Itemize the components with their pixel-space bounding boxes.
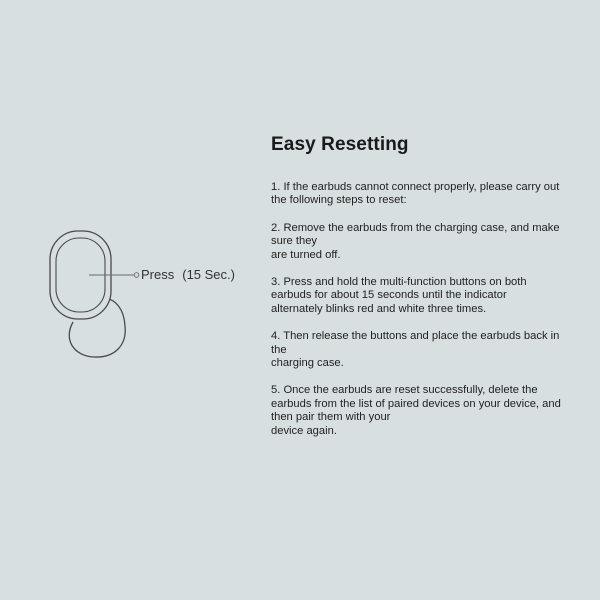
step-4-line-1: 4. Then release the buttons and place the earbuds back in the — [271, 330, 560, 356]
step-1 — [271, 181, 561, 208]
page-title: Easy Resetting — [271, 134, 409, 155]
press-action-text: Press — [141, 267, 175, 282]
step-5-line-2: device again. — [271, 424, 337, 437]
press-duration-text: (15 Sec.) — [182, 267, 235, 282]
instructions-panel — [271, 134, 561, 452]
step-2 — [271, 222, 561, 262]
earbud-diagram — [0, 0, 260, 600]
step-2-line-1: 2. Remove the earbuds from the charging case, and make sure they — [271, 221, 560, 248]
step-5 — [271, 384, 561, 438]
step-1-line-1: 1. If the earbuds cannot connect properly, please carry out the following steps to reset: — [271, 181, 560, 207]
step-3-line-1: 3. Press and hold the multi-function buttons on both earbuds for about 15 seconds until the indicator alternately blinks red and white three times. — [271, 276, 527, 315]
press-label — [141, 267, 235, 282]
press-point-marker — [134, 273, 139, 278]
step-2-line-2: are turned off. — [271, 248, 341, 261]
step-3 — [271, 276, 561, 316]
earbud-icon — [0, 0, 260, 600]
step-5-line-1: 5. Once the earbuds are reset successfully, delete the earbuds from the list of paired devices on your device, and then pair them with your — [271, 384, 561, 424]
step-4 — [271, 330, 561, 370]
step-4-line-2: charging case. — [271, 357, 344, 370]
